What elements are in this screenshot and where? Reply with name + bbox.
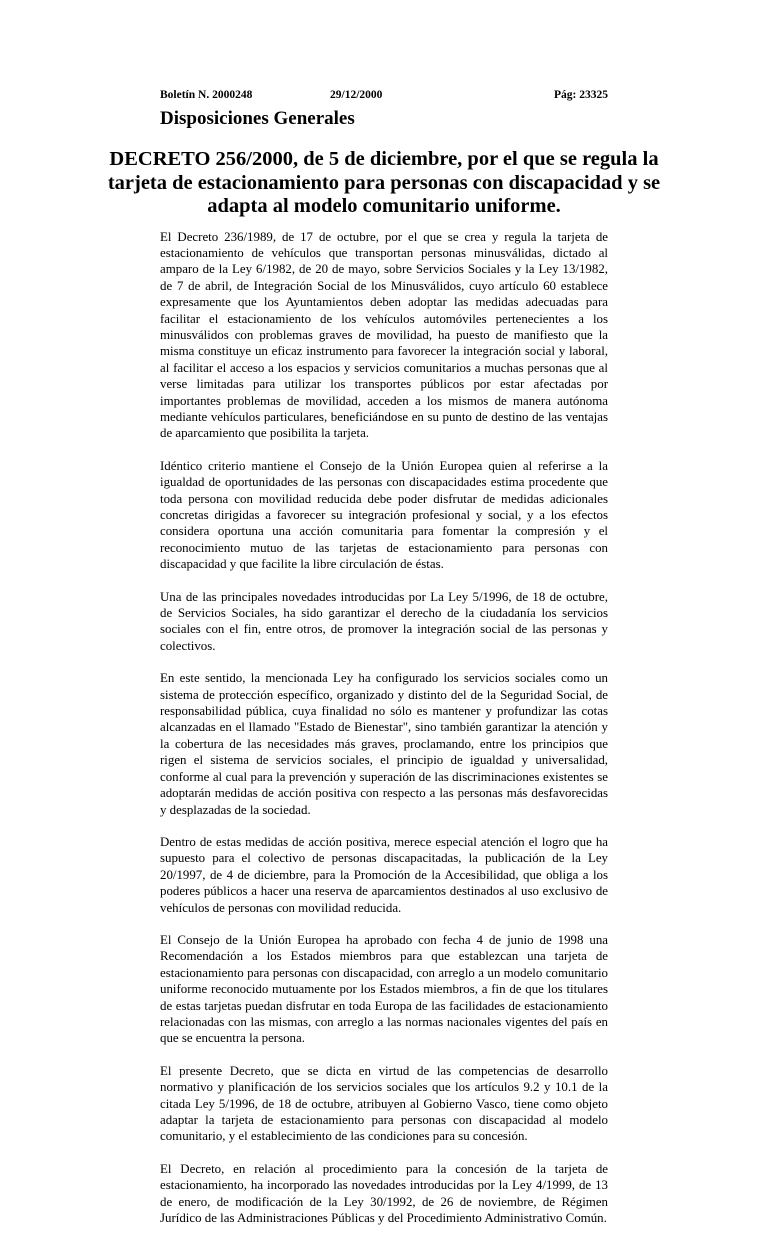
page-number: Pág: 23325 bbox=[554, 89, 608, 101]
paragraph: Una de las principales novedades introducidas por La Ley 5/1996, de 18 de octubre, de Servicios Sociales, ha sido garantizar el derecho de la ciudadanía los servicios sociales con el fin, entre otros, de promover la integración social de las personas y colectivos. bbox=[160, 589, 608, 653]
bulletin-number: Boletín N. 2000248 bbox=[160, 89, 253, 101]
section-heading: Disposiciones Generales bbox=[160, 108, 355, 129]
document-title: DECRETO 256/2000, de 5 de diciembre, por el que se regula la tarjeta de estacionamiento para personas con discapacidad y se adapta al modelo comunitario uniforme. bbox=[107, 148, 661, 217]
paragraph: Dentro de estas medidas de acción positiva, merece especial atención el logro que ha supuesto para el colectivo de personas discapacitadas, la publicación de la Ley 20/1997, de 4 de diciembre, para la Promoción de la Accesibilidad, que obliga a los poderes públicos a hacer una reserva de aparcamientos destinados al uso exclusivo de vehículos de personas con movilidad reducida. bbox=[160, 834, 608, 915]
document-body bbox=[160, 229, 608, 1227]
paragraph: El presente Decreto, que se dicta en virtud de las competencias de desarrollo normativo y planificación de los servicios sociales que los artículos 9.2 y 10.1 de la citada Ley 5/1996, de 18 de octubre, atribuyen al Gobierno Vasco, tiene como objeto adaptar la tarjeta de estacionamiento para personas con discapacidad al modelo comunitario, y el establecimiento de las condiciones para su concesión. bbox=[160, 1063, 608, 1144]
paragraph: El Consejo de la Unión Europea ha aprobado con fecha 4 de junio de 1998 una Recomendación a los Estados miembros para que establezcan una tarjeta de estacionamiento para personas con discapacidad, con arreglo a un modelo comunitario uniforme reconocido mutuamente por los Estados miembros, a fin de que los titulares de estas tarjetas puedan disfrutar en toda Europa de las facilidades de estacionamiento relacionadas con las mismas, con arreglo a las normas nacionales vigentes del país en que se encuentra la persona. bbox=[160, 932, 608, 1046]
document-content bbox=[0, 148, 768, 1242]
paragraph: El Decreto 236/1989, de 17 de octubre, por el que se crea y regula la tarjeta de estacionamiento de vehículos que transportan personas minusválidas, dictado al amparo de la Ley 6/1982, de 20 de mayo, sobre Servicios Sociales y la Ley 13/1982, de 7 de abril, de Integración Social de los Minusválidos, cuyo artículo 60 establece expresamente que los Ayuntamientos deben adoptar las medidas adecuadas para facilitar el estacionamiento de los vehículos automóviles pertenecientes a los minusválidos con problemas graves de movilidad, ha puesto de manifiesto que la misma constituye un eficaz instrumento para favorecer la integración social y laboral, al facilitar el acceso a los espacios y servicios comunitarios a muchas personas que al verse limitadas para utilizar los transportes públicos por estar afectadas por importantes problemas de movilidad, acceden a los mismos de manera autónoma mediante vehículos particulares, beneficiándose en su punto de destino de las ventajas de aparcamiento que posibilita la tarjeta. bbox=[160, 229, 608, 441]
bulletin-date: 29/12/2000 bbox=[330, 89, 383, 101]
paragraph: El Decreto, en relación al procedimiento para la concesión de la tarjeta de estacionamiento, ha incorporado las novedades introducidas por la Ley 4/1999, de 13 de enero, de modificación de la Ley 30/1992, de 26 de noviembre, de Régimen Jurídico de las Administraciones Públicas y del Procedimiento Administrativo Común. bbox=[160, 1161, 608, 1226]
paragraph: Idéntico criterio mantiene el Consejo de la Unión Europea quien al referirse a la igualdad de oportunidades de las personas con discapacidades estima procedente que toda persona con movilidad reducida debe poder disfrutar de medidas adicionales concretas dirigidas a favorecer su integración profesional y social, y a los efectos considera oportuna una acción comunitaria para fomentar la compresión y el reconocimiento mutuo de las tarjetas de estacionamiento para personas con discapacidad y que facilite la libre circulación de éstas. bbox=[160, 458, 608, 572]
paragraph: En este sentido, la mencionada Ley ha configurado los servicios sociales como un sistema de protección específico, organizado y distinto del de la Seguridad Social, de responsabilidad pública, cuya finalidad no sólo es mantener y profundizar las cotas alcanzadas en el llamado "Estado de Bienestar", sino también garantizar la atención y la cobertura de las necesidades más graves, proclamando, entre los principios que rigen el sistema de servicios sociales, el principio de igualdad y universalidad, conforme al cual para la prevención y superación de las discriminaciones existentes se adoptarán medidas de acción positiva con respecto a las personas más desfavorecidas y desplazadas de la sociedad. bbox=[160, 671, 608, 817]
